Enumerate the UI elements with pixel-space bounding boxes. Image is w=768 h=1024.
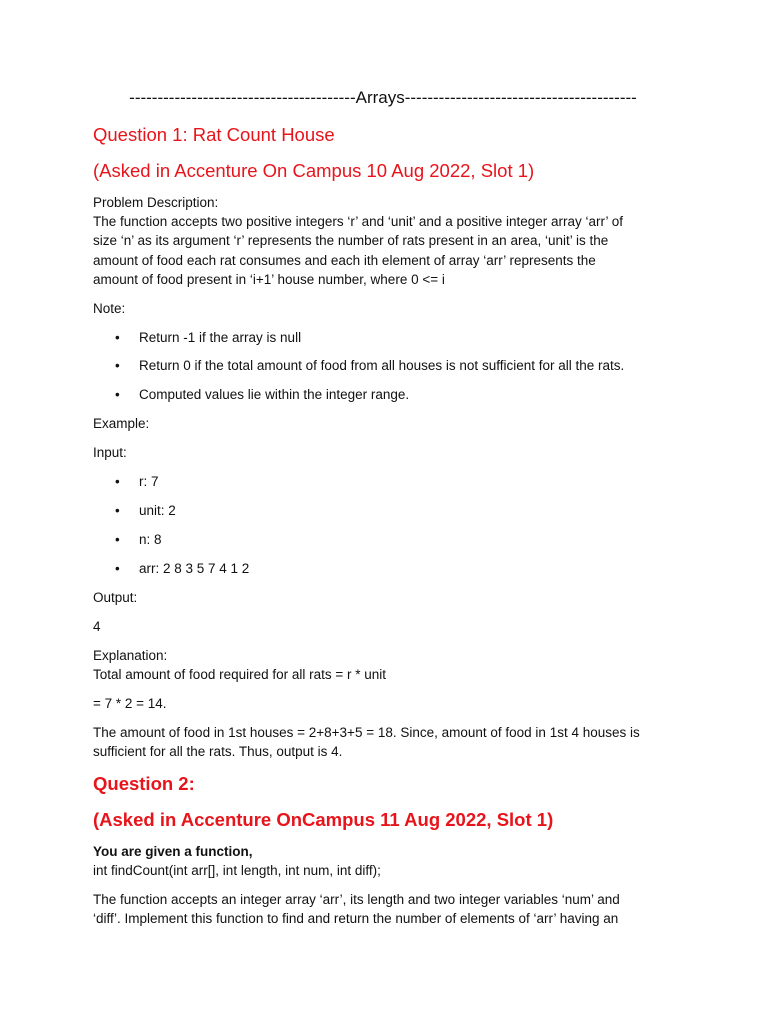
bullet-icon: • (115, 387, 120, 402)
bullet-icon: • (115, 532, 120, 547)
example-label: Example: (93, 416, 150, 431)
input-label: Input: (93, 445, 127, 460)
problem-description-line-3: amount of food each rat consumes and each ith element of array ‘arr’ represents the (93, 253, 596, 268)
problem-description-line-2: size ‘n’ as its argument ‘r’ represents the number of rats present in an area, ‘unit’ is the (93, 233, 609, 248)
note-item-text: Return -1 if the array is null (139, 330, 302, 345)
bullet-icon: • (115, 503, 120, 518)
bullet-icon: • (115, 474, 120, 489)
question-2-title: Question 2: (93, 773, 195, 794)
bullet-icon: • (115, 330, 120, 345)
explanation-line-2: = 7 * 2 = 14. (93, 696, 167, 711)
question-1-title: Question 1: Rat Count House (93, 124, 335, 145)
input-item-text: n: 8 (139, 532, 162, 547)
explanation-line-1: Total amount of food required for all rats = r * unit (93, 667, 387, 682)
explanation-line-3: The amount of food in 1st houses = 2+8+3+5 = 18. Since, amount of food in 1st 4 houses is (93, 725, 640, 740)
bullet-icon: • (115, 561, 120, 576)
note-label: Note: (93, 301, 126, 316)
output-label: Output: (93, 590, 138, 605)
question-2-desc-line-1: The function accepts an integer array ‘arr’, its length and two integer variables ‘num’ and (93, 892, 620, 907)
problem-description-label: Problem Description: (93, 195, 219, 210)
section-title-arrays: ----------------------------------------Arrays----------------------------------------- (129, 88, 637, 107)
problem-description-line-1: The function accepts two positive integers ‘r’ and ‘unit’ and a positive integer array ‘arr’ of (93, 214, 624, 229)
note-item-text: Return 0 if the total amount of food from all houses is not sufficient for all the rats. (139, 358, 625, 373)
given-function-label: You are given a function, (93, 844, 253, 859)
explanation-line-4: sufficient for all the rats. Thus, output is 4. (93, 744, 343, 759)
input-item-text: unit: 2 (139, 503, 176, 518)
function-signature: int findCount(int arr[], int length, int num, int diff); (93, 863, 381, 878)
question-1-asked: (Asked in Accenture On Campus 10 Aug 2022, Slot 1) (93, 160, 535, 181)
output-value: 4 (93, 619, 101, 634)
bullet-icon: • (115, 358, 120, 373)
question-2-asked: (Asked in Accenture OnCampus 11 Aug 2022, Slot 1) (93, 809, 554, 830)
input-item-text: r: 7 (139, 474, 159, 489)
note-item-text: Computed values lie within the integer range. (139, 387, 410, 402)
input-item-text: arr: 2 8 3 5 7 4 1 2 (139, 561, 250, 576)
question-2-desc-line-2: ‘diff’. Implement this function to find and return the number of elements of ‘arr’ having an (93, 911, 619, 926)
problem-description-line-4: amount of food present in ‘i+1’ house number, where 0 <= i (93, 272, 445, 287)
explanation-label: Explanation: (93, 648, 168, 663)
